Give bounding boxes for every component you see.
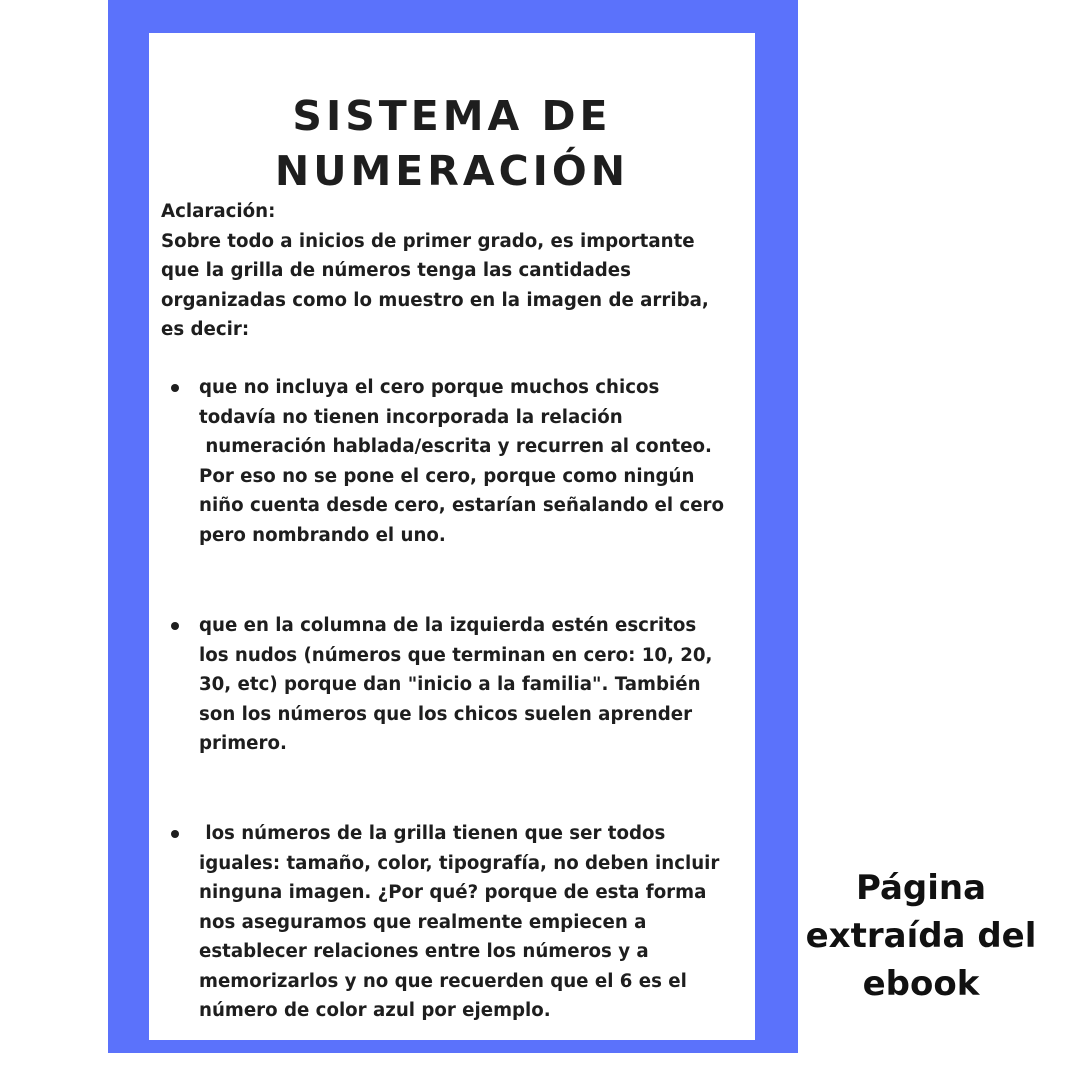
bullet-line: niño cuenta desde cero, estarían señalando el cero	[199, 495, 725, 516]
title-line-1: SISTEMA DE	[292, 92, 612, 140]
bullet-line: primero.	[199, 733, 287, 754]
bullet-text	[199, 819, 759, 1026]
ebook-page	[149, 33, 755, 1040]
bullet-line: pero nombrando el uno.	[199, 524, 446, 546]
bullet-line: iguales: tamaño, color, tipografía, no deben incluir	[199, 852, 720, 874]
bullet-text	[199, 611, 759, 759]
bullet-line: que en la columna de la izquierda estén escritos	[199, 615, 697, 636]
bullet-text	[199, 373, 759, 550]
bullet-dot-icon	[171, 622, 179, 630]
ebook-caption	[798, 864, 1044, 1008]
caption-line: extraída del	[805, 916, 1037, 956]
title-line-2: NUMERACIÓN	[274, 147, 630, 195]
bullet-line: que no incluya el cero porque muchos chicos	[199, 377, 660, 398]
bullet-line: son los números que los chicos suelen aprender	[199, 703, 693, 725]
bullet-line: nos aseguramos que realmente empiecen a	[199, 911, 647, 933]
bullet-line: los nudos (números que terminan en cero: 10, 20,	[199, 644, 713, 666]
page-title	[149, 89, 755, 199]
caption-line: ebook	[862, 964, 980, 1004]
bullet-line: ninguna imagen. ¿Por qué? porque de esta forma	[199, 882, 707, 903]
intro-line: organizadas como lo muestro en la imagen de arriba,	[161, 289, 709, 311]
caption-line: Página	[855, 868, 987, 908]
bullet-line: los números de la grilla tienen que ser todos	[199, 823, 666, 844]
bullet-line: Por eso no se pone el cero, porque como ningún	[199, 465, 695, 487]
intro-paragraph	[161, 197, 751, 345]
intro-heading: Aclaración:	[161, 201, 276, 222]
bullet-line: establecer relaciones entre los números y a	[199, 941, 649, 962]
bullet-dot-icon	[171, 384, 179, 392]
bullet-line: número de color azul por ejemplo.	[199, 1000, 551, 1021]
bullet-line: memorizarlos y no que recuerden que el 6 es el	[199, 970, 687, 992]
bullet-line: todavía no tienen incorporada la relación	[199, 406, 623, 428]
intro-line: que la grilla de números tenga las cantidades	[161, 260, 631, 281]
intro-line: Sobre todo a inicios de primer grado, es importante	[161, 230, 695, 252]
intro-line: es decir:	[161, 319, 250, 340]
bullet-dot-icon	[171, 830, 179, 838]
bullet-line: 30, etc) porque dan "inicio a la familia". También	[199, 674, 701, 695]
bullet-line: numeración hablada/escrita y recurren al conteo.	[199, 436, 712, 457]
